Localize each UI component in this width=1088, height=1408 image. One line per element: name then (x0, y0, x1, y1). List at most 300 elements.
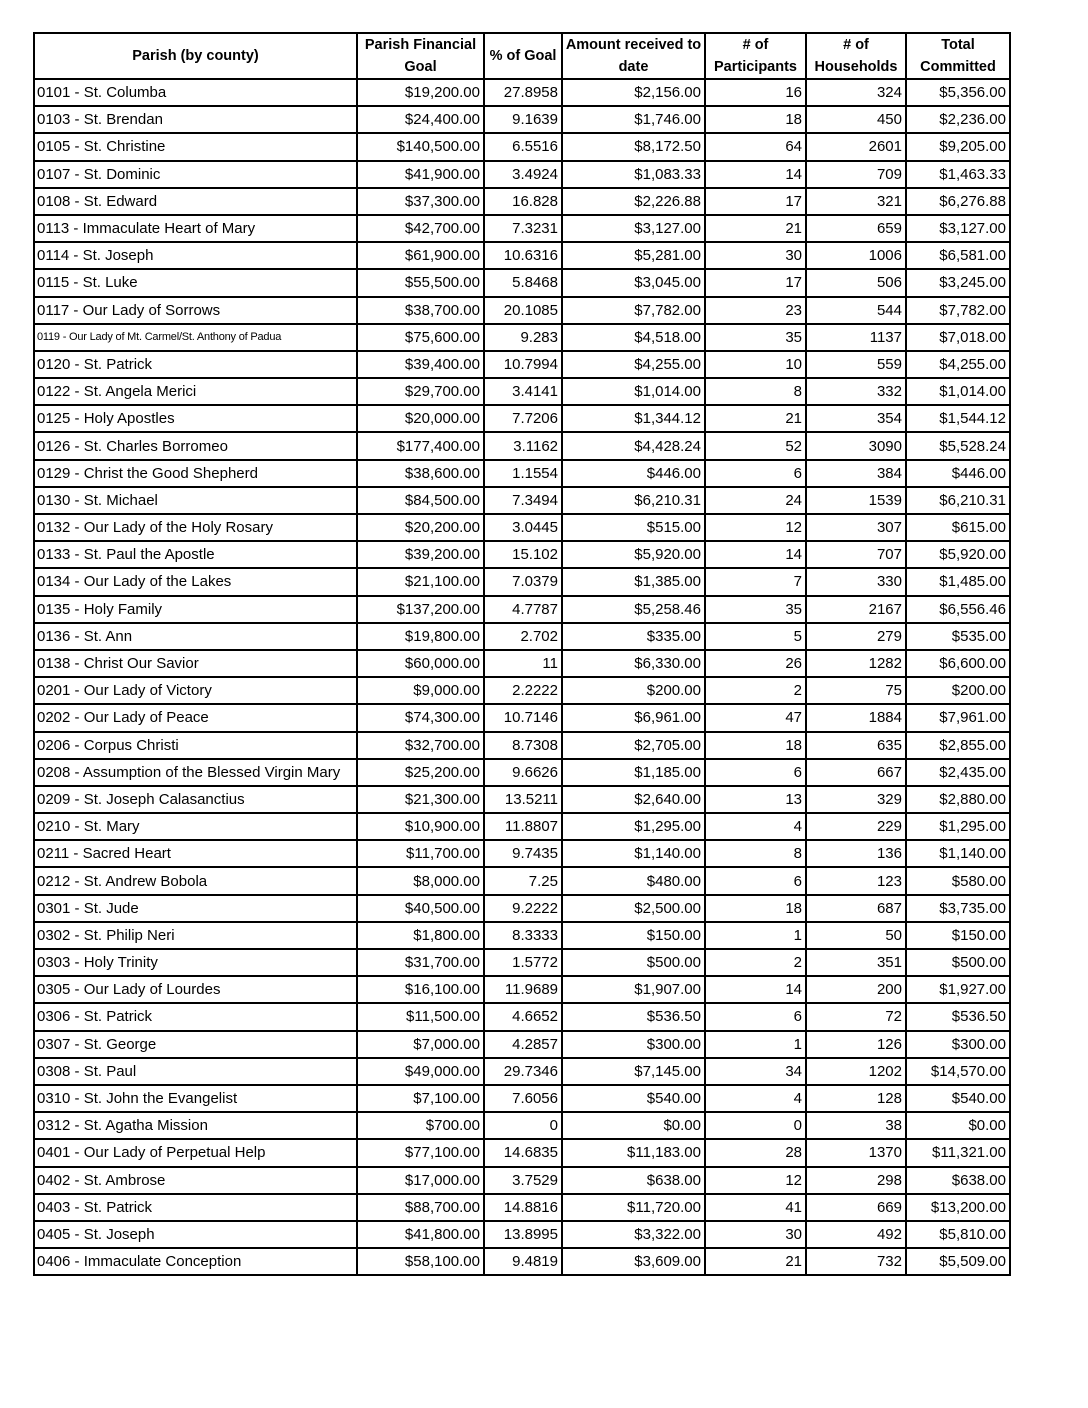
table-row (34, 596, 1010, 623)
pct-cell: 11.8807 (484, 813, 562, 840)
pct-cell: 3.7529 (484, 1167, 562, 1194)
parish-cell: 0119 - Our Lady of Mt. Carmel/St. Anthony of Padua (34, 324, 357, 351)
table-row (34, 1031, 1010, 1058)
goal-cell: $29,700.00 (357, 378, 484, 405)
committed-cell: $1,463.33 (906, 161, 1010, 188)
committed-cell: $580.00 (906, 867, 1010, 894)
pct-cell: 7.6056 (484, 1085, 562, 1112)
pct-cell: 3.4141 (484, 378, 562, 405)
pct-cell: 3.0445 (484, 514, 562, 541)
parish-cell: 0308 - St. Paul (34, 1058, 357, 1085)
goal-cell: $177,400.00 (357, 432, 484, 459)
received-cell: $1,295.00 (562, 813, 705, 840)
goal-cell: $38,700.00 (357, 297, 484, 324)
households-cell: 559 (806, 351, 906, 378)
table-row (34, 133, 1010, 160)
goal-cell: $137,200.00 (357, 596, 484, 623)
table-row (34, 650, 1010, 677)
goal-cell: $77,100.00 (357, 1139, 484, 1166)
pct-cell: 3.4924 (484, 161, 562, 188)
pct-cell: 16.828 (484, 188, 562, 215)
pct-cell: 7.25 (484, 867, 562, 894)
table-row (34, 242, 1010, 269)
table-row (34, 867, 1010, 894)
participants-cell: 41 (705, 1194, 806, 1221)
goal-cell: $7,100.00 (357, 1085, 484, 1112)
received-cell: $480.00 (562, 867, 705, 894)
table-row (34, 269, 1010, 296)
goal-cell: $11,500.00 (357, 1003, 484, 1030)
participants-cell: 23 (705, 297, 806, 324)
committed-cell: $540.00 (906, 1085, 1010, 1112)
households-cell: 128 (806, 1085, 906, 1112)
goal-cell: $21,300.00 (357, 786, 484, 813)
committed-cell: $3,245.00 (906, 269, 1010, 296)
received-cell: $3,609.00 (562, 1248, 705, 1275)
households-cell: 709 (806, 161, 906, 188)
parish-cell: 0125 - Holy Apostles (34, 405, 357, 432)
received-cell: $1,140.00 (562, 840, 705, 867)
pct-cell: 14.8816 (484, 1194, 562, 1221)
table-row (34, 1248, 1010, 1275)
committed-cell: $2,236.00 (906, 106, 1010, 133)
pct-cell: 4.2857 (484, 1031, 562, 1058)
committed-cell: $13,200.00 (906, 1194, 1010, 1221)
households-cell: 324 (806, 79, 906, 106)
households-cell: 1884 (806, 704, 906, 731)
header-committed: Total Committed (906, 33, 1010, 79)
goal-cell: $25,200.00 (357, 759, 484, 786)
committed-cell: $638.00 (906, 1167, 1010, 1194)
parish-cell: 0209 - St. Joseph Calasanctius (34, 786, 357, 813)
received-cell: $150.00 (562, 922, 705, 949)
goal-cell: $49,000.00 (357, 1058, 484, 1085)
received-cell: $2,500.00 (562, 895, 705, 922)
table-row (34, 460, 1010, 487)
table-row (34, 324, 1010, 351)
committed-cell: $2,855.00 (906, 732, 1010, 759)
goal-cell: $41,900.00 (357, 161, 484, 188)
participants-cell: 5 (705, 623, 806, 650)
received-cell: $0.00 (562, 1112, 705, 1139)
participants-cell: 64 (705, 133, 806, 160)
households-cell: 1539 (806, 487, 906, 514)
committed-cell: $1,014.00 (906, 378, 1010, 405)
pct-cell: 9.6626 (484, 759, 562, 786)
goal-cell: $32,700.00 (357, 732, 484, 759)
received-cell: $446.00 (562, 460, 705, 487)
households-cell: 635 (806, 732, 906, 759)
goal-cell: $31,700.00 (357, 949, 484, 976)
participants-cell: 6 (705, 460, 806, 487)
pct-cell: 1.5772 (484, 949, 562, 976)
parish-cell: 0101 - St. Columba (34, 79, 357, 106)
table-row (34, 1139, 1010, 1166)
goal-cell: $10,900.00 (357, 813, 484, 840)
received-cell: $1,014.00 (562, 378, 705, 405)
table-row (34, 514, 1010, 541)
received-cell: $1,746.00 (562, 106, 705, 133)
table-row (34, 922, 1010, 949)
goal-cell: $7,000.00 (357, 1031, 484, 1058)
goal-cell: $39,200.00 (357, 541, 484, 568)
goal-cell: $61,900.00 (357, 242, 484, 269)
goal-cell: $19,800.00 (357, 623, 484, 650)
participants-cell: 12 (705, 1167, 806, 1194)
goal-cell: $38,600.00 (357, 460, 484, 487)
committed-cell: $5,810.00 (906, 1221, 1010, 1248)
pct-cell: 15.102 (484, 541, 562, 568)
pct-cell: 4.7787 (484, 596, 562, 623)
households-cell: 384 (806, 460, 906, 487)
households-cell: 332 (806, 378, 906, 405)
received-cell: $300.00 (562, 1031, 705, 1058)
participants-cell: 18 (705, 895, 806, 922)
received-cell: $8,172.50 (562, 133, 705, 160)
parish-cell: 0303 - Holy Trinity (34, 949, 357, 976)
participants-cell: 12 (705, 514, 806, 541)
households-cell: 72 (806, 1003, 906, 1030)
parish-cell: 0405 - St. Joseph (34, 1221, 357, 1248)
parish-cell: 0301 - St. Jude (34, 895, 357, 922)
table-row (34, 351, 1010, 378)
pct-cell: 2.702 (484, 623, 562, 650)
households-cell: 492 (806, 1221, 906, 1248)
participants-cell: 21 (705, 405, 806, 432)
households-cell: 75 (806, 677, 906, 704)
received-cell: $4,428.24 (562, 432, 705, 459)
goal-cell: $1,800.00 (357, 922, 484, 949)
goal-cell: $24,400.00 (357, 106, 484, 133)
participants-cell: 1 (705, 1031, 806, 1058)
received-cell: $1,185.00 (562, 759, 705, 786)
households-cell: 687 (806, 895, 906, 922)
pct-cell: 11.9689 (484, 976, 562, 1003)
participants-cell: 30 (705, 242, 806, 269)
pct-cell: 6.5516 (484, 133, 562, 160)
committed-cell: $7,961.00 (906, 704, 1010, 731)
received-cell: $2,156.00 (562, 79, 705, 106)
table-row (34, 813, 1010, 840)
goal-cell: $17,000.00 (357, 1167, 484, 1194)
table-row (34, 568, 1010, 595)
households-cell: 669 (806, 1194, 906, 1221)
participants-cell: 17 (705, 188, 806, 215)
committed-cell: $535.00 (906, 623, 1010, 650)
households-cell: 229 (806, 813, 906, 840)
table-row (34, 106, 1010, 133)
households-cell: 329 (806, 786, 906, 813)
table-row (34, 704, 1010, 731)
participants-cell: 2 (705, 949, 806, 976)
parish-cell: 0117 - Our Lady of Sorrows (34, 297, 357, 324)
table-row (34, 1194, 1010, 1221)
goal-cell: $84,500.00 (357, 487, 484, 514)
participants-cell: 34 (705, 1058, 806, 1085)
participants-cell: 2 (705, 677, 806, 704)
parish-cell: 0406 - Immaculate Conception (34, 1248, 357, 1275)
pct-cell: 13.5211 (484, 786, 562, 813)
participants-cell: 35 (705, 324, 806, 351)
header-parish: Parish (by county) (34, 33, 357, 79)
households-cell: 354 (806, 405, 906, 432)
households-cell: 707 (806, 541, 906, 568)
table-row (34, 487, 1010, 514)
table-row (34, 759, 1010, 786)
participants-cell: 1 (705, 922, 806, 949)
goal-cell: $42,700.00 (357, 215, 484, 242)
pct-cell: 3.1162 (484, 432, 562, 459)
households-cell: 50 (806, 922, 906, 949)
pct-cell: 5.8468 (484, 269, 562, 296)
parish-cell: 0135 - Holy Family (34, 596, 357, 623)
committed-cell: $0.00 (906, 1112, 1010, 1139)
pct-cell: 9.2222 (484, 895, 562, 922)
received-cell: $2,226.88 (562, 188, 705, 215)
received-cell: $11,183.00 (562, 1139, 705, 1166)
households-cell: 2167 (806, 596, 906, 623)
participants-cell: 18 (705, 732, 806, 759)
received-cell: $4,518.00 (562, 324, 705, 351)
participants-cell: 21 (705, 1248, 806, 1275)
households-cell: 1202 (806, 1058, 906, 1085)
committed-cell: $300.00 (906, 1031, 1010, 1058)
pct-cell: 9.283 (484, 324, 562, 351)
participants-cell: 0 (705, 1112, 806, 1139)
pct-cell: 7.3231 (484, 215, 562, 242)
committed-cell: $446.00 (906, 460, 1010, 487)
parish-cell: 0132 - Our Lady of the Holy Rosary (34, 514, 357, 541)
parish-cell: 0114 - St. Joseph (34, 242, 357, 269)
parish-cell: 0401 - Our Lady of Perpetual Help (34, 1139, 357, 1166)
participants-cell: 26 (705, 650, 806, 677)
committed-cell: $3,735.00 (906, 895, 1010, 922)
households-cell: 506 (806, 269, 906, 296)
goal-cell: $9,000.00 (357, 677, 484, 704)
households-cell: 732 (806, 1248, 906, 1275)
committed-cell: $5,528.24 (906, 432, 1010, 459)
parish-cell: 0136 - St. Ann (34, 623, 357, 650)
committed-cell: $5,509.00 (906, 1248, 1010, 1275)
households-cell: 200 (806, 976, 906, 1003)
header-row (34, 33, 1010, 79)
received-cell: $515.00 (562, 514, 705, 541)
households-cell: 351 (806, 949, 906, 976)
table-row (34, 1085, 1010, 1112)
households-cell: 321 (806, 188, 906, 215)
households-cell: 279 (806, 623, 906, 650)
parish-cell: 0126 - St. Charles Borromeo (34, 432, 357, 459)
participants-cell: 14 (705, 976, 806, 1003)
table-body (34, 79, 1010, 1275)
participants-cell: 52 (705, 432, 806, 459)
households-cell: 659 (806, 215, 906, 242)
pct-cell: 11 (484, 650, 562, 677)
pct-cell: 14.6835 (484, 1139, 562, 1166)
participants-cell: 10 (705, 351, 806, 378)
committed-cell: $3,127.00 (906, 215, 1010, 242)
committed-cell: $6,600.00 (906, 650, 1010, 677)
pct-cell: 8.3333 (484, 922, 562, 949)
households-cell: 450 (806, 106, 906, 133)
received-cell: $1,385.00 (562, 568, 705, 595)
table-row (34, 1112, 1010, 1139)
pct-cell: 9.7435 (484, 840, 562, 867)
header-participants: # of Participants (705, 33, 806, 79)
table-row (34, 1003, 1010, 1030)
received-cell: $5,258.46 (562, 596, 705, 623)
goal-cell: $16,100.00 (357, 976, 484, 1003)
committed-cell: $1,927.00 (906, 976, 1010, 1003)
participants-cell: 4 (705, 813, 806, 840)
participants-cell: 6 (705, 759, 806, 786)
participants-cell: 18 (705, 106, 806, 133)
pct-cell: 8.7308 (484, 732, 562, 759)
received-cell: $2,640.00 (562, 786, 705, 813)
committed-cell: $5,920.00 (906, 541, 1010, 568)
received-cell: $4,255.00 (562, 351, 705, 378)
table-row (34, 976, 1010, 1003)
parish-cell: 0120 - St. Patrick (34, 351, 357, 378)
participants-cell: 28 (705, 1139, 806, 1166)
households-cell: 1006 (806, 242, 906, 269)
received-cell: $11,720.00 (562, 1194, 705, 1221)
committed-cell: $6,581.00 (906, 242, 1010, 269)
households-cell: 136 (806, 840, 906, 867)
committed-cell: $6,556.46 (906, 596, 1010, 623)
parish-table (33, 32, 1011, 1276)
received-cell: $3,045.00 (562, 269, 705, 296)
table-row (34, 161, 1010, 188)
committed-cell: $2,880.00 (906, 786, 1010, 813)
table-row (34, 1167, 1010, 1194)
pct-cell: 10.7146 (484, 704, 562, 731)
received-cell: $5,281.00 (562, 242, 705, 269)
committed-cell: $615.00 (906, 514, 1010, 541)
parish-cell: 0310 - St. John the Evangelist (34, 1085, 357, 1112)
participants-cell: 17 (705, 269, 806, 296)
households-cell: 1282 (806, 650, 906, 677)
committed-cell: $1,544.12 (906, 405, 1010, 432)
table-row (34, 732, 1010, 759)
parish-cell: 0302 - St. Philip Neri (34, 922, 357, 949)
table-row (34, 541, 1010, 568)
pct-cell: 10.6316 (484, 242, 562, 269)
goal-cell: $11,700.00 (357, 840, 484, 867)
table-row (34, 79, 1010, 106)
households-cell: 1137 (806, 324, 906, 351)
pct-cell: 9.1639 (484, 106, 562, 133)
received-cell: $200.00 (562, 677, 705, 704)
received-cell: $7,782.00 (562, 297, 705, 324)
committed-cell: $150.00 (906, 922, 1010, 949)
committed-cell: $6,276.88 (906, 188, 1010, 215)
parish-cell: 0134 - Our Lady of the Lakes (34, 568, 357, 595)
committed-cell: $11,321.00 (906, 1139, 1010, 1166)
goal-cell: $20,000.00 (357, 405, 484, 432)
goal-cell: $140,500.00 (357, 133, 484, 160)
committed-cell: $9,205.00 (906, 133, 1010, 160)
households-cell: 544 (806, 297, 906, 324)
parish-cell: 0208 - Assumption of the Blessed Virgin Mary (34, 759, 357, 786)
header-households: # of Households (806, 33, 906, 79)
received-cell: $536.50 (562, 1003, 705, 1030)
participants-cell: 24 (705, 487, 806, 514)
pct-cell: 9.4819 (484, 1248, 562, 1275)
parish-cell: 0307 - St. George (34, 1031, 357, 1058)
pct-cell: 10.7994 (484, 351, 562, 378)
goal-cell: $58,100.00 (357, 1248, 484, 1275)
households-cell: 667 (806, 759, 906, 786)
received-cell: $6,330.00 (562, 650, 705, 677)
received-cell: $500.00 (562, 949, 705, 976)
goal-cell: $40,500.00 (357, 895, 484, 922)
committed-cell: $7,018.00 (906, 324, 1010, 351)
goal-cell: $21,100.00 (357, 568, 484, 595)
goal-cell: $74,300.00 (357, 704, 484, 731)
participants-cell: 16 (705, 79, 806, 106)
parish-cell: 0210 - St. Mary (34, 813, 357, 840)
table-row (34, 215, 1010, 242)
table-row (34, 405, 1010, 432)
received-cell: $5,920.00 (562, 541, 705, 568)
goal-cell: $700.00 (357, 1112, 484, 1139)
parish-cell: 0133 - St. Paul the Apostle (34, 541, 357, 568)
goal-cell: $8,000.00 (357, 867, 484, 894)
received-cell: $1,907.00 (562, 976, 705, 1003)
goal-cell: $41,800.00 (357, 1221, 484, 1248)
header-pct: % of Goal (484, 33, 562, 79)
parish-cell: 0403 - St. Patrick (34, 1194, 357, 1221)
received-cell: $3,322.00 (562, 1221, 705, 1248)
received-cell: $7,145.00 (562, 1058, 705, 1085)
households-cell: 298 (806, 1167, 906, 1194)
goal-cell: $37,300.00 (357, 188, 484, 215)
table-row (34, 949, 1010, 976)
received-cell: $3,127.00 (562, 215, 705, 242)
received-cell: $1,344.12 (562, 405, 705, 432)
households-cell: 330 (806, 568, 906, 595)
parish-cell: 0201 - Our Lady of Victory (34, 677, 357, 704)
participants-cell: 47 (705, 704, 806, 731)
table-row (34, 623, 1010, 650)
parish-cell: 0211 - Sacred Heart (34, 840, 357, 867)
households-cell: 123 (806, 867, 906, 894)
table-row (34, 677, 1010, 704)
parish-cell: 0305 - Our Lady of Lourdes (34, 976, 357, 1003)
pct-cell: 20.1085 (484, 297, 562, 324)
received-cell: $1,083.33 (562, 161, 705, 188)
parish-cell: 0212 - St. Andrew Bobola (34, 867, 357, 894)
parish-cell: 0108 - St. Edward (34, 188, 357, 215)
goal-cell: $19,200.00 (357, 79, 484, 106)
goal-cell: $60,000.00 (357, 650, 484, 677)
pct-cell: 29.7346 (484, 1058, 562, 1085)
parish-cell: 0138 - Christ Our Savior (34, 650, 357, 677)
committed-cell: $536.50 (906, 1003, 1010, 1030)
committed-cell: $2,435.00 (906, 759, 1010, 786)
pct-cell: 0 (484, 1112, 562, 1139)
committed-cell: $7,782.00 (906, 297, 1010, 324)
households-cell: 3090 (806, 432, 906, 459)
participants-cell: 4 (705, 1085, 806, 1112)
table-row (34, 1058, 1010, 1085)
parish-cell: 0122 - St. Angela Merici (34, 378, 357, 405)
participants-cell: 14 (705, 541, 806, 568)
participants-cell: 7 (705, 568, 806, 595)
committed-cell: $200.00 (906, 677, 1010, 704)
parish-cell: 0306 - St. Patrick (34, 1003, 357, 1030)
